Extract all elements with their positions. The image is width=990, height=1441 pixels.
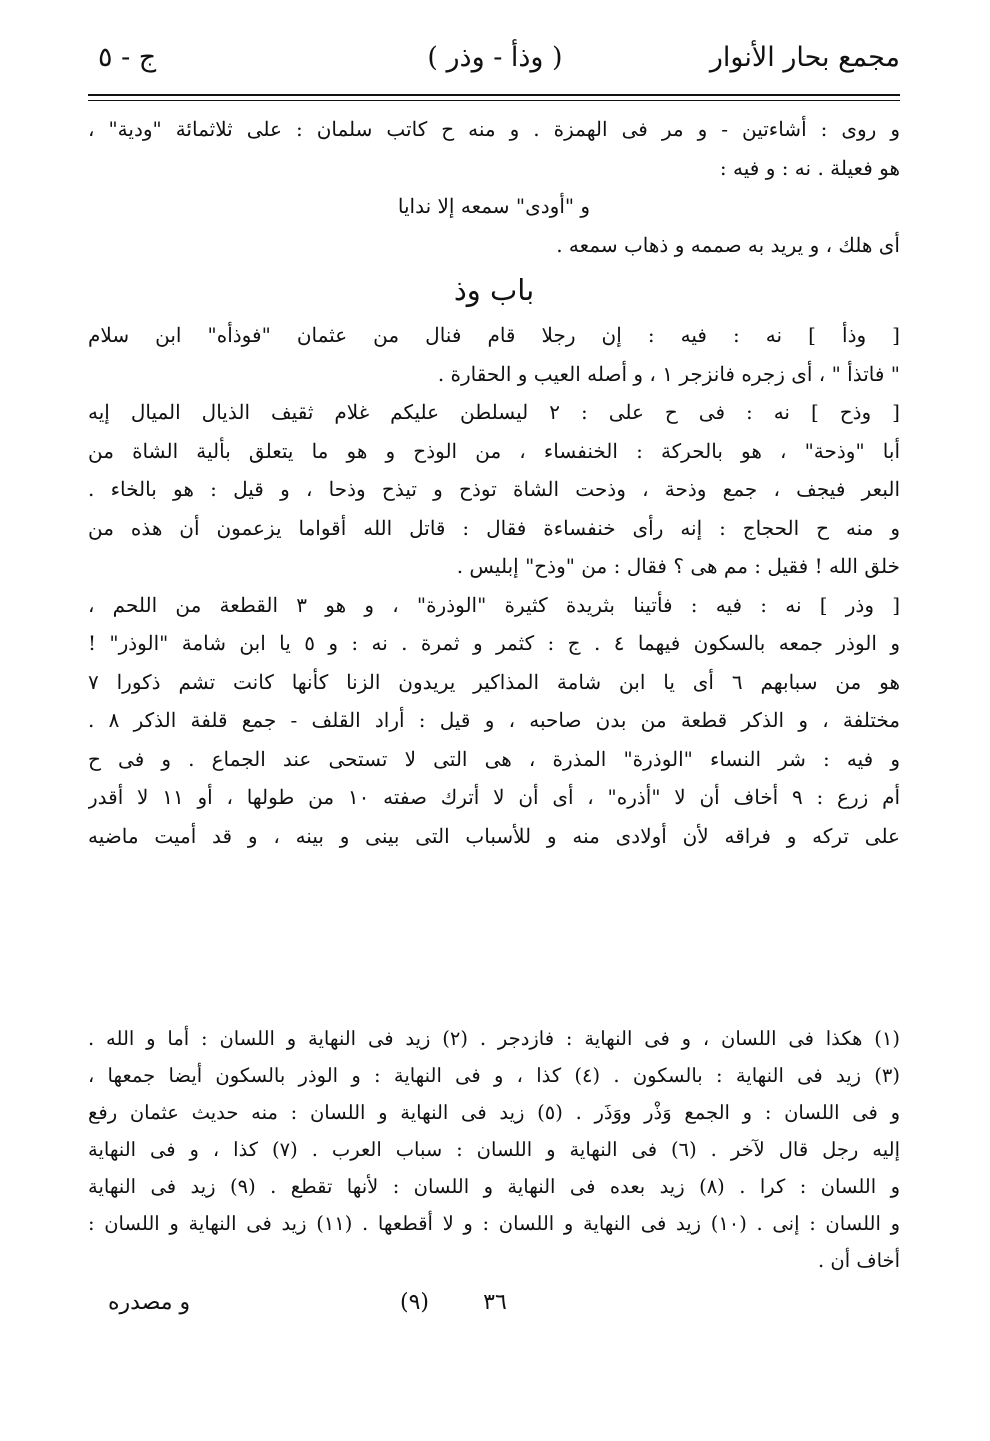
entry-line: [ وذأ ] نه : فيه : إن رجلا قام فنال من عثمان "فوذأه" ابن سلام	[88, 323, 900, 347]
text-line: أبا "وذحة" ، هو بالحركة : الخنفساء ، من الوذح و هو ما يتعلق بألية الشاة من	[88, 438, 900, 463]
text-line: " فاتذأ " ، أى زجره فانزجر ١ ، و أصله العيب و الحقارة .	[437, 361, 900, 386]
verse-line: و "أودى" سمعه إلا ندايا	[397, 194, 591, 218]
text-line: البعر فيجف ، جمع وذحة ، وذحت الشاة توذح و تيذح وذحا ، و قيل : هو بالخاء .	[88, 477, 900, 501]
running-title: مجمع بحار الأنوار	[709, 42, 900, 73]
header-rule-thin	[88, 100, 900, 101]
footnote-line: (١) هكذا فى اللسان ، و فى النهاية : فازدجر . (٢) زيد فى النهاية و اللسان : أما و الله .	[88, 1027, 900, 1050]
section-range: ( وذأ - وذر )	[427, 42, 563, 73]
entry-line: [ وذح ] نه : فى ح على : ٢ ليسلطن عليكم غلام ثقيف الذيال الميال إيه	[88, 400, 900, 424]
header-rule	[88, 94, 900, 96]
text-line: و الوذر جمعه بالسكون فيهما ٤ . ج : كثمر و ثمرة . نه : و ٥ يا ابن شامة "الوذر" !	[88, 631, 900, 655]
footnote-line: و اللسان : إنى . (١٠) زيد فى النهاية و اللسان : و لا أقطعها . (١١) زيد فى النهاية و اللسان :	[88, 1212, 900, 1235]
text-line: خلق الله ! فقيل : مم هى ؟ فقال : من "وذح" إبليس .	[456, 554, 900, 578]
text-line: هو فعيلة . نه : و فيه :	[719, 155, 900, 180]
signature-mark: (٩)	[400, 1290, 430, 1315]
text-line: أم زرع : ٩ أخاف أن لا "أذره" ، أى أن لا أترك صفته ١٠ من طولها ، أو ١١ لا أقدر	[88, 785, 900, 809]
volume-number: ج - ٥	[98, 42, 157, 73]
chapter-heading: باب وذ	[453, 273, 535, 307]
footnote-line: (٣) زيد فى النهاية : بالسكون . (٤) كذا ، و فى النهاية : و الوذر بالسكون أيضا جمعها ،	[88, 1064, 900, 1087]
text-line: و منه ح الحجاج : إنه رأى خنفساءة فقال : قاتل الله أقواما يزعمون أن هذه من	[88, 515, 900, 540]
main-text	[88, 110, 900, 855]
text-line: هو من سبابهم ٦ أى يا ابن شامة المذاكير يريدون الزنا كأنها كانت تشم ذكورا ٧	[88, 669, 900, 694]
footnote-line: و فى اللسان : و الجمع وَذْر ووَذَر . (٥) زيد فى النهاية و اللسان : منه حديث عثمان رفع	[88, 1101, 900, 1124]
text-line: و فيه : شر النساء "الوذرة" المذرة ، هى التى لا تستحى عند الجماع . و فى ح	[88, 746, 900, 771]
text-line: على تركه و فراقه لأن أولادى منه و للأسباب التى بينى و بينه ، و قد أميت ماضيه	[88, 823, 900, 848]
text-line: مختلفة ، و الذكر قطعة من بدن صاحبه ، و قيل : أراد القلف - جمع قلفة الذكر ٨ .	[88, 708, 900, 732]
footnote-line: إليه رجل قال لآخر . (٦) فى النهاية و اللسان : سباب العرب . (٧) كذا ، و فى النهاية	[88, 1138, 900, 1161]
page-number: ٣٦	[483, 1290, 507, 1315]
footnote-line: و اللسان : كرا . (٨) زيد بعده فى النهاية و اللسان : لأنها تقطع . (٩) زيد فى النهاية	[88, 1175, 900, 1198]
footnotes	[88, 1020, 900, 1279]
text-line: أى هلك ، و يريد به صممه و ذهاب سمعه .	[556, 232, 900, 257]
text-line: و روى : أشاءتين - و مر فى الهمزة . و منه ح كاتب سلمان : على ثلاثمائة "ودية" ،	[88, 117, 900, 141]
entry-line: [ وذر ] نه : فيه : فأتينا بثريدة كثيرة "الوذرة" ، و هو ٣ القطعة من اللحم ،	[88, 592, 900, 617]
footnote-line: أخاف أن .	[818, 1249, 900, 1272]
catchword: و مصدره	[108, 1290, 191, 1315]
